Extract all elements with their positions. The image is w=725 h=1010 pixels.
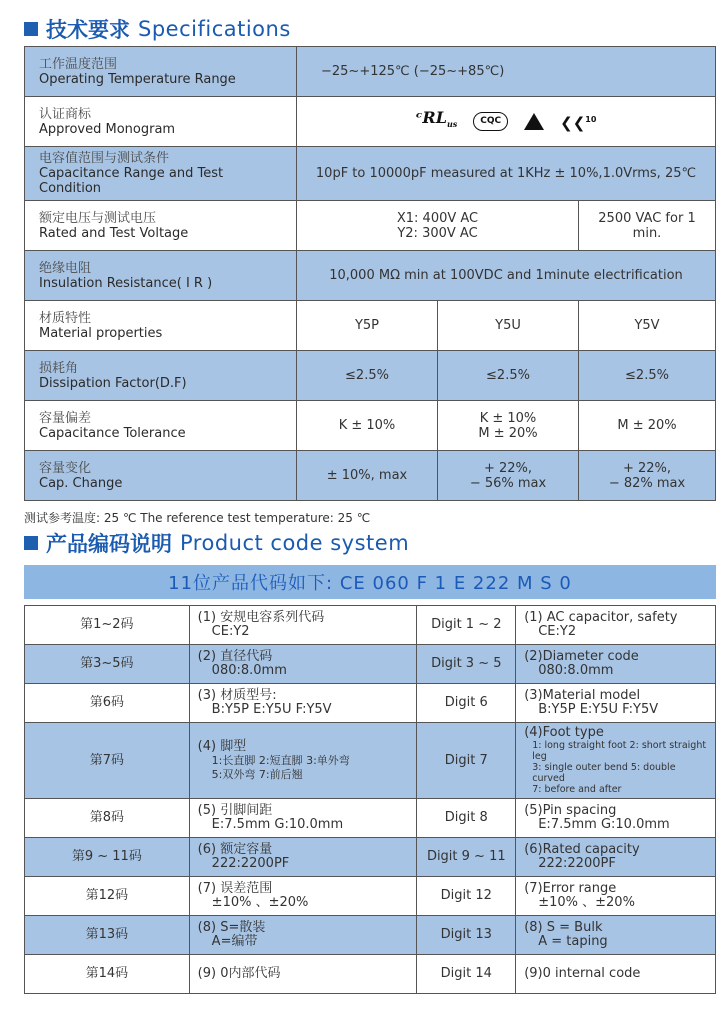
voltage-value bbox=[297, 201, 579, 251]
label-zh: 额定电压与测试电压 bbox=[39, 210, 157, 226]
change-y5u bbox=[438, 451, 579, 501]
desc-zh-line: (4) 脚型 bbox=[197, 738, 247, 754]
spec-table bbox=[24, 46, 716, 501]
desc-en-line: E:7.5mm G:10.0mm bbox=[538, 817, 670, 832]
desc-zh-line: (5) 引脚间距 bbox=[197, 803, 273, 818]
spec-value: −25~+125℃ (−25~+85℃) bbox=[297, 47, 716, 97]
spec-row-dissipation bbox=[25, 351, 716, 401]
spec-row-material bbox=[25, 301, 716, 351]
spec-label bbox=[25, 97, 297, 147]
desc-zh bbox=[189, 723, 417, 799]
code-row bbox=[25, 606, 716, 645]
desc-en bbox=[516, 916, 716, 955]
desc-en bbox=[516, 723, 716, 799]
desc-zh-line: CE:Y2 bbox=[211, 624, 250, 639]
digit-zh: 第12码 bbox=[25, 877, 190, 916]
label-en: Approved Monogram bbox=[39, 121, 176, 137]
code-row bbox=[25, 916, 716, 955]
spec-label bbox=[25, 251, 297, 301]
spec-row-rated-voltage bbox=[25, 201, 716, 251]
digit-en: Digit 6 bbox=[417, 684, 516, 723]
desc-zh bbox=[189, 916, 417, 955]
desc-zh-line: (8) S=散装 bbox=[197, 920, 266, 935]
desc-zh-line: (2) 直径代码 bbox=[197, 649, 273, 664]
label-en: Rated and Test Voltage bbox=[39, 225, 189, 241]
desc-en-line: (1) AC capacitor, safety bbox=[524, 610, 678, 625]
code-section-title bbox=[24, 528, 409, 558]
spec-title-zh: 技术要求 bbox=[46, 18, 130, 42]
code-row bbox=[25, 723, 716, 799]
desc-zh-line: 222:2200PF bbox=[211, 856, 290, 871]
test-voltage: 2500 VAC for 1 min. bbox=[579, 201, 716, 251]
monogram-cell bbox=[297, 97, 716, 147]
digit-zh: 第1~2码 bbox=[25, 606, 190, 645]
material-y5v: Y5V bbox=[579, 301, 716, 351]
digit-en: Digit 12 bbox=[417, 877, 516, 916]
label-zh: 损耗角 bbox=[39, 360, 79, 376]
digit-zh: 第6码 bbox=[25, 684, 190, 723]
material-y5p: Y5P bbox=[297, 301, 438, 351]
code-row bbox=[25, 799, 716, 838]
spec-row-capacitance bbox=[25, 147, 716, 201]
digit-zh: 第8码 bbox=[25, 799, 190, 838]
section-bullet-icon bbox=[24, 22, 38, 36]
desc-en: (9)0 internal code bbox=[516, 955, 716, 994]
spec-row-insulation bbox=[25, 251, 716, 301]
digit-en: Digit 3 ~ 5 bbox=[417, 645, 516, 684]
digit-en: Digit 1 ~ 2 bbox=[417, 606, 516, 645]
desc-zh bbox=[189, 645, 417, 684]
label-zh: 绝缘电阻 bbox=[39, 260, 92, 276]
digit-en: Digit 8 bbox=[417, 799, 516, 838]
spec-label bbox=[25, 301, 297, 351]
spec-row-operating-temp bbox=[25, 47, 716, 97]
desc-en-line: A = taping bbox=[538, 934, 608, 949]
digit-en: Digit 13 bbox=[417, 916, 516, 955]
df-y5v: ≤2.5% bbox=[579, 351, 716, 401]
product-code-example: 11位产品代码如下: CE 060 F 1 E 222 M S 0 bbox=[168, 573, 572, 594]
label-en: Dissipation Factor(D.F) bbox=[39, 375, 187, 391]
desc-zh-line: (1) 安规电容系列代码 bbox=[197, 610, 325, 625]
desc-zh bbox=[189, 799, 417, 838]
change-y5v bbox=[579, 451, 716, 501]
y2-voltage: Y2: 300V AC bbox=[397, 225, 478, 241]
spec-section-title bbox=[24, 14, 291, 44]
spec-label bbox=[25, 401, 297, 451]
tol-y5p: K ± 10% bbox=[297, 401, 438, 451]
desc-en-line: (8) S = Bulk bbox=[524, 920, 603, 935]
code-row bbox=[25, 877, 716, 916]
spec-label bbox=[25, 147, 297, 201]
label-zh: 材质特性 bbox=[39, 310, 92, 326]
desc-en-line: CE:Y2 bbox=[538, 624, 577, 639]
label-en: Capacitance Range and Test Condition bbox=[39, 166, 224, 196]
spec-row-cap-change bbox=[25, 451, 716, 501]
change-y5v-plus: + 22%, bbox=[622, 460, 672, 476]
triangle-mark-icon bbox=[524, 113, 544, 130]
tol-y5u-k: K ± 10% bbox=[479, 410, 537, 426]
digit-zh: 第9 ~ 11码 bbox=[25, 838, 190, 877]
spec-row-tolerance bbox=[25, 401, 716, 451]
cqc-mark-icon: CQC bbox=[473, 112, 508, 131]
label-zh: 容量变化 bbox=[39, 460, 92, 476]
desc-en bbox=[516, 645, 716, 684]
desc-en-line: B:Y5P E:Y5U F:Y5V bbox=[538, 702, 659, 717]
desc-zh-line: (7) 误差范围 bbox=[197, 881, 273, 896]
code-title-zh: 产品编码说明 bbox=[46, 532, 172, 556]
desc-zh bbox=[189, 877, 417, 916]
desc-en bbox=[516, 606, 716, 645]
digit-zh: 第13码 bbox=[25, 916, 190, 955]
product-code-banner bbox=[24, 565, 716, 599]
df-y5p: ≤2.5% bbox=[297, 351, 438, 401]
desc-en bbox=[516, 799, 716, 838]
spec-row-monogram bbox=[25, 97, 716, 147]
spec-label bbox=[25, 47, 297, 97]
desc-en-line: 222:2200PF bbox=[538, 856, 616, 871]
code-row bbox=[25, 645, 716, 684]
desc-zh-line: ±10% 、±20% bbox=[211, 895, 309, 910]
desc-en bbox=[516, 877, 716, 916]
label-zh: 容量偏差 bbox=[39, 410, 92, 426]
code-row bbox=[25, 955, 716, 994]
reference-temperature-note: 测试参考温度: 25 ℃ The reference test temperature: 25 ℃ bbox=[24, 511, 371, 525]
desc-zh-line: 1:长直脚 2:短直脚 3:单外弯 bbox=[211, 753, 350, 767]
section-bullet-icon bbox=[24, 536, 38, 550]
tol-y5u-m: M ± 20% bbox=[478, 425, 538, 441]
spec-label bbox=[25, 351, 297, 401]
desc-en-line: (7)Error range bbox=[524, 881, 617, 896]
spec-label bbox=[25, 451, 297, 501]
desc-en-line: 7: before and after bbox=[532, 784, 622, 795]
digit-zh: 第14码 bbox=[25, 955, 190, 994]
code-row bbox=[25, 684, 716, 723]
change-y5v-minus: − 82% max bbox=[608, 475, 686, 491]
code-table bbox=[24, 605, 716, 994]
change-y5u-plus: + 22%, bbox=[483, 460, 533, 476]
desc-zh bbox=[189, 606, 417, 645]
label-en: Material properties bbox=[39, 325, 163, 341]
code-row bbox=[25, 838, 716, 877]
digit-en: Digit 7 bbox=[417, 723, 516, 799]
label-zh: 认证商标 bbox=[39, 106, 92, 122]
spec-value: 10,000 MΩ min at 100VDC and 1minute electrification bbox=[297, 251, 716, 301]
desc-en-line: (3)Material model bbox=[524, 688, 641, 703]
desc-zh-line: 5:双外弯 7:前后翘 bbox=[211, 767, 303, 781]
change-y5p: ± 10%, max bbox=[297, 451, 438, 501]
desc-zh-line: (3) 材质型号: bbox=[197, 688, 277, 703]
desc-zh-line: B:Y5P E:Y5U F:Y5V bbox=[211, 702, 332, 717]
desc-zh-line: E:7.5mm G:10.0mm bbox=[211, 817, 344, 832]
desc-en-line: (4)Foot type bbox=[524, 725, 604, 740]
spec-value: 10pF to 10000pF measured at 1KHz ± 10%,1.0Vrms, 25℃ bbox=[297, 147, 716, 201]
digit-zh: 第3~5码 bbox=[25, 645, 190, 684]
desc-en bbox=[516, 684, 716, 723]
digit-en: Digit 9 ~ 11 bbox=[417, 838, 516, 877]
digit-zh: 第7码 bbox=[25, 723, 190, 799]
label-zh: 工作温度范围 bbox=[39, 56, 118, 72]
label-zh: 电容值范围与测试条件 bbox=[39, 151, 170, 166]
desc-zh: (9) 0内部代码 bbox=[189, 955, 417, 994]
label-en: Insulation Resistance( I R ) bbox=[39, 275, 213, 291]
desc-en-line: (5)Pin spacing bbox=[524, 803, 617, 818]
desc-en-line: (6)Rated capacity bbox=[524, 842, 640, 857]
desc-en-line: 080:8.0mm bbox=[538, 663, 614, 678]
desc-zh-line: 080:8.0mm bbox=[211, 663, 287, 678]
label-en: Operating Temperature Range bbox=[39, 71, 236, 87]
spec-label bbox=[25, 201, 297, 251]
tol-y5u bbox=[438, 401, 579, 451]
ul-mark-icon: ᶜRL$_{us}$ bbox=[415, 108, 458, 130]
desc-zh-line: A=编带 bbox=[211, 934, 258, 949]
label-en: Capacitance Tolerance bbox=[39, 425, 186, 441]
desc-zh bbox=[189, 838, 417, 877]
code-title-en: Product code system bbox=[180, 531, 410, 555]
material-y5u: Y5U bbox=[438, 301, 579, 351]
tol-y5v: M ± 20% bbox=[579, 401, 716, 451]
desc-zh bbox=[189, 684, 417, 723]
desc-zh-line: (6) 额定容量 bbox=[197, 842, 273, 857]
desc-en-line: 1: long straight foot 2: short straight leg bbox=[532, 740, 707, 762]
k10-mark-icon: ❮❮$^{10}$ bbox=[560, 114, 597, 132]
label-en: Cap. Change bbox=[39, 475, 123, 491]
spec-title-en: Specifications bbox=[138, 17, 291, 41]
desc-en bbox=[516, 838, 716, 877]
desc-en-line: 3: single outer bend 5: double curved bbox=[532, 762, 676, 784]
change-y5u-minus: − 56% max bbox=[469, 475, 547, 491]
desc-en-line: ±10% 、±20% bbox=[538, 895, 635, 910]
digit-en: Digit 14 bbox=[417, 955, 516, 994]
x1-voltage: X1: 400V AC bbox=[396, 210, 479, 226]
df-y5u: ≤2.5% bbox=[438, 351, 579, 401]
desc-en-line: (2)Diameter code bbox=[524, 649, 639, 664]
